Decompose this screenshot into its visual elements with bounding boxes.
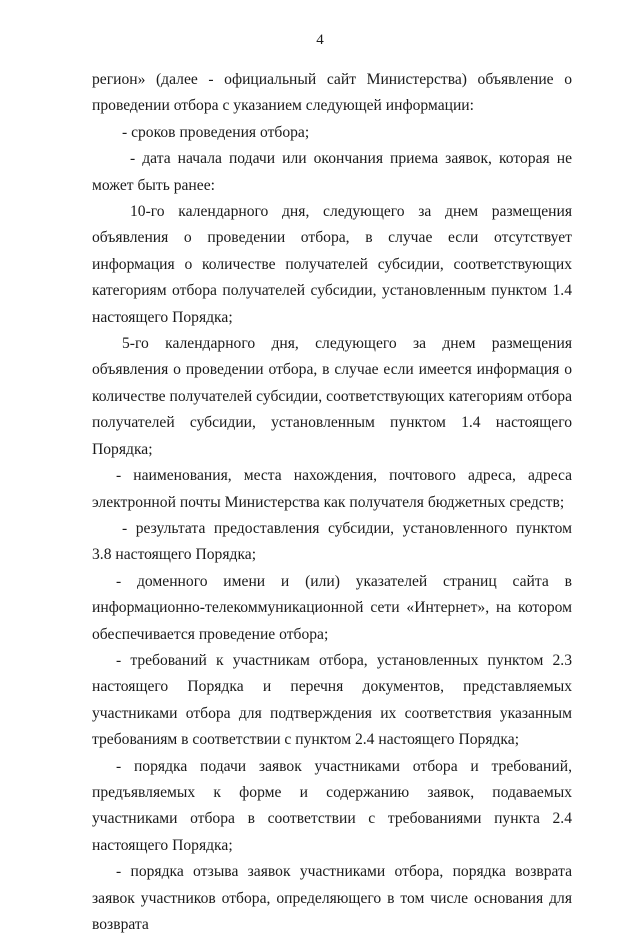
paragraph-ministry-details: - наименования, места нахождения, почтового адреса, адреса электронной почты Министерства как получателя бюджетных средств;	[92, 467, 572, 511]
paragraph-application-dates: - дата начала подачи или окончания приема заявок, которая не может быть ранее:	[92, 150, 572, 194]
paragraph-subsidy-result: - результата предоставления субсидии, установленного пунктом 3.8 настоящего Порядка;	[92, 519, 572, 564]
paragraph-fifth-day: 5-го календарного дня, следующего за днем размещения объявления о проведении отбора, в случае если имеется информация о количестве получателей субсидии, соответствующих категориям отбора получателей субсидии, установленным пунктом 1.4 настоящего Порядка;	[92, 335, 572, 458]
page-number: 4	[316, 32, 324, 48]
paragraph-participant-requirements: - требований к участникам отбора, установленных пунктом 2.3 настоящего Порядка и перечня документов, представляемых участниками отбора для подтверждения их соответствия указанным требованиям в соответствии с пунктом 2.4 настоящего Порядка;	[92, 651, 572, 749]
paragraph-announcement-intro: регион» (далее - официальный сайт Министерства) объявление о проведении отбора с указанием следующей информации:	[92, 71, 572, 115]
paragraph-withdrawal-procedure: - порядка отзыва заявок участниками отбора, порядка возврата заявок участников отбора, определяющего в том числе основания для возврата	[92, 863, 572, 933]
paragraph-selection-terms: - сроков проведения отбора;	[122, 123, 310, 141]
paragraph-domain-name: - доменного имени и (или) указателей страниц сайта в информационно-телекоммуникационной сети «Интернет», на котором обеспечивается проведение отбора;	[92, 572, 572, 643]
paragraph-tenth-day: 10-го календарного дня, следующего за днем размещения объявления о проведении отбора, в случае если отсутствует информация о количестве получателей субсидии, соответствующих категориям отбора получателей субсидии, установленным пунктом 1.4 настоящего Порядка;	[92, 203, 572, 326]
paragraph-application-procedure: - порядка подачи заявок участниками отбора и требований, предъявляемых к форме и содержанию заявок, подаваемых участниками отбора в соответствии с требованиями пункта 2.4 настоящего Порядка;	[92, 757, 572, 854]
document-body	[92, 67, 572, 938]
